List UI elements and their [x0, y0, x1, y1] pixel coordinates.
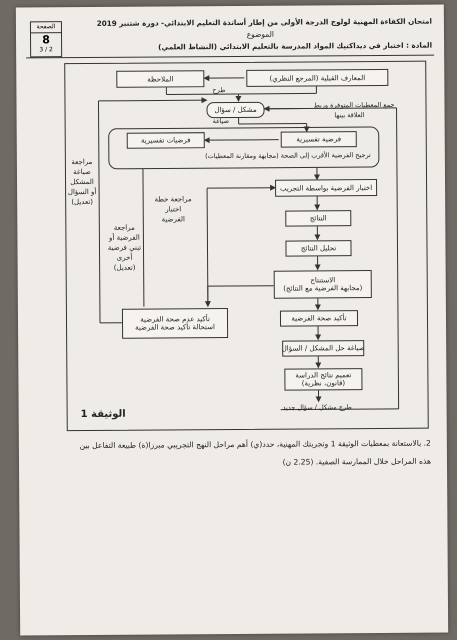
new-problem-label: طرح مشكل / سؤال جديد [282, 403, 352, 412]
test-hypothesis-box: اختبار الفرضية بواسطة التجريب [275, 179, 377, 197]
review-hypothesis-label: مراجعة الفرضية أو تبني فرضية أخرى (تعديل) [107, 223, 142, 272]
not-confirm-label: تأكيد عدم صحة الفرضية [140, 315, 210, 324]
page-fraction: 3 / 2 [39, 46, 53, 54]
conclusion-label: الاستنتاج [310, 276, 336, 285]
conclusion-box [274, 270, 372, 299]
gather-data-label-2: العلاقة بينها [334, 111, 365, 120]
pose-label: طرح [212, 86, 226, 95]
observation-box: الملاحظة [116, 70, 204, 88]
impossible-confirm-label: استحالة تأكيد صحة الفرضية [135, 323, 215, 332]
hypotheses-left-box: فرضيات تفسيرية [127, 132, 205, 149]
exam-page [16, 5, 448, 636]
review-plan-label: مراجعة خطة اختبار الفرضية [154, 195, 192, 224]
conclusion-sub-label: (مجابهة الفرضية مع النتائج) [283, 284, 363, 293]
hypothesis-right-box: فرضية تفسيرية [281, 131, 357, 148]
topic-label: الموضوع [246, 29, 275, 39]
analysis-box: تحليل النتائج [285, 240, 351, 256]
page-number: 8 [42, 33, 50, 47]
exam-title: امتحان الكفاءة المهنية لولوج الدرجة الأولى من إطار أساتذة التعليم الابتدائي- دورة شتنبر 2019 [96, 16, 432, 28]
diagram-connectors [16, 5, 448, 636]
generalize-box [284, 368, 362, 391]
solution-formulation-box: صياغة حل المشكل / السؤال [282, 340, 364, 357]
formulation-label: صياغة [212, 117, 229, 126]
theoretical-knowledge-box: المعارف القبلية (المرجع النظري) [246, 69, 388, 87]
page-label: الصفحة [31, 22, 61, 33]
subject-line: المادة : اختبار في ديداكتيك المواد المدرسة بالتعليم الابتدائي (النشاط العلمي) [158, 40, 433, 52]
not-confirm-box [122, 308, 228, 339]
review-problem-label: مراجعة صياغة المشكل أو السؤال (تعديل) [67, 157, 97, 207]
confirm-box: تأكيد صحة الفرضية [280, 310, 358, 327]
problem-question-box: مشكل / سؤال [206, 102, 264, 118]
question-line-1: 2. بالاستعانة بمعطيات الوثيقة 1 وتجربتك المهنية، حدد(ي) أهم مراحل النهج التجريبي مبرزا(ة) طبيعة التفاعل بين [79, 438, 431, 451]
question-line-2: هذه المراحل خلال الممارسة الصفية. (2.25 ن) [282, 456, 432, 467]
generalize-sub-label: (قانون، نظرية) [301, 379, 346, 388]
results-box: النتائج [285, 210, 351, 226]
prefer-hypothesis-label: ترجيح الفرضية الأقرب إلى الصحة (مجابهة ومقارنة المعطيات) [205, 151, 371, 161]
gather-data-label: جمع المعطيات المتوفرة وربط [313, 100, 395, 110]
document-label: الوثيقة 1 [80, 408, 126, 421]
generalize-label: تعميم نتائج الدراسة [295, 371, 352, 380]
